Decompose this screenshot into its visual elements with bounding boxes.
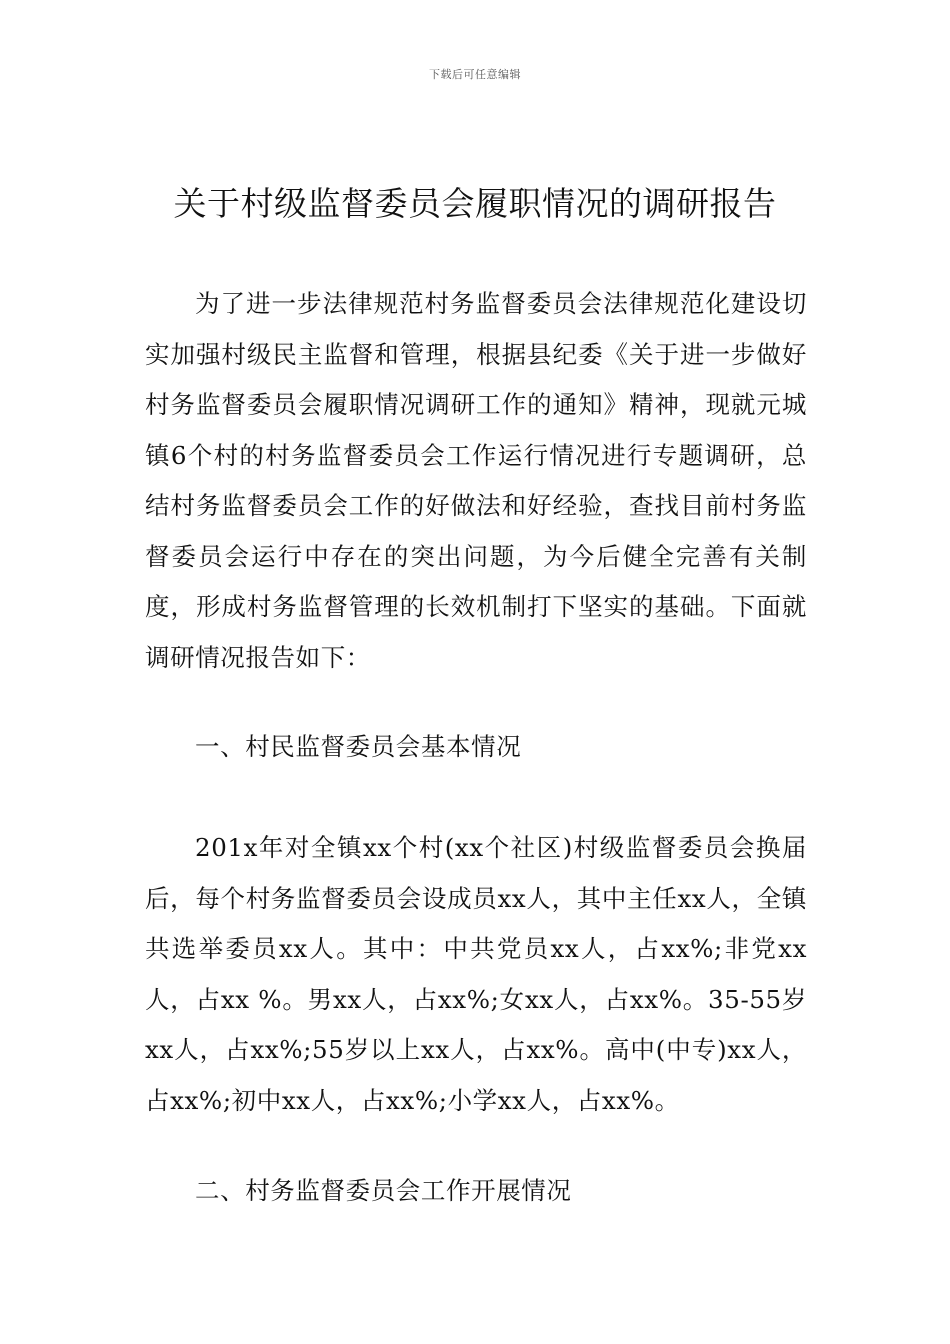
- section-2-heading: 二、村务监督委员会工作开展情况: [195, 1176, 572, 1205]
- section-1-heading: 一、村民监督委员会基本情况: [195, 732, 522, 761]
- header-note: 下载后可任意编辑: [429, 68, 521, 81]
- intro-paragraph: 为了进一步法律规范村务监督委员会法律规范化建设切实加强村级民主监督和管理，根据县纪委《关于进一步做好村务监督委员会履职情况调研工作的通知》精神，现就元城镇6个村的村务监督委员会工作运行情况进行专题调研，总结村务监督委员会工作的好做法和好经验，查找目前村务监督委员会运行中存在的突出问题，为今后健全完善有关制度，形成村务监督管理的长效机制打下坚实的基础。下面就调研情况报告如下：: [145, 289, 807, 672]
- section-1-paragraph: 201x年对全镇xx个村(xx个社区)村级监督委员会换届后，每个村务监督委员会设成员xx人，其中主任xx人，全镇共选举委员xx人。其中：中共党员xx人，占xx%;非党xx人，占xx %。男xx人，占xx%;女xx人，占xx%。35-55岁xx人，占xx%;55岁以上xx人，占xx%。高中(中专)xx人，占xx%;初中xx人，占xx%;小学xx人，占xx%。: [145, 833, 807, 1115]
- document-title: 关于村级监督委员会履职情况的调研报告: [173, 184, 777, 223]
